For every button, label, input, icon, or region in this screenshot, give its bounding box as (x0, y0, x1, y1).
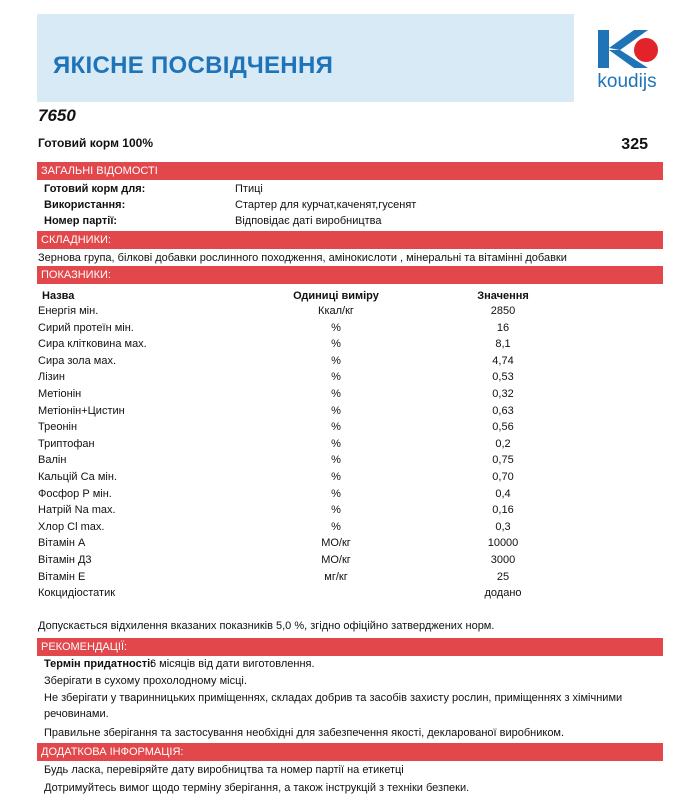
general-label: Номер партії: (44, 215, 118, 227)
indicator-value: 8,1 (495, 338, 511, 351)
indicator-name: Треонін (38, 421, 78, 434)
general-label: Готовий корм для: (44, 183, 146, 195)
indicator-value: 0,75 (492, 454, 514, 467)
column-header-unit: Одиниці виміру (293, 290, 379, 302)
indicator-name: Кокцидіостатик (38, 587, 116, 600)
general-value: Птиці (235, 183, 263, 195)
general-value: Стартер для курчат,каченят,гусенят (235, 199, 417, 211)
indicator-unit: % (331, 421, 341, 434)
indicator-name: Вітамін А (38, 537, 86, 550)
indicator-value: 0,53 (492, 371, 514, 384)
indicator-value: 0,3 (495, 520, 511, 533)
table-row (0, 504, 700, 520)
recommendation-line: речовинами. (44, 708, 109, 720)
koudijs-logo (582, 20, 672, 100)
indicator-name: Сира зола мах. (38, 354, 117, 367)
ingredients-text: Зернова група, білкові добавки рослинного походження, амінокислоти , мінеральні та вітамінні добавки (38, 252, 567, 264)
table-row (0, 454, 700, 470)
indicator-unit: % (331, 471, 341, 483)
table-row (0, 305, 700, 321)
indicator-unit: Ккал/кг (318, 305, 354, 317)
indicator-value: 0,63 (492, 404, 514, 417)
indicator-value: 16 (496, 321, 510, 334)
indicator-value: 4,74 (492, 354, 514, 367)
indicator-unit: мг/кг (324, 570, 348, 583)
section-general-heading: ЗАГАЛЬНІ ВІДОМОСТІ (37, 162, 663, 180)
indicator-name: Натрій Na max. (38, 504, 116, 517)
indicator-unit: % (331, 520, 341, 533)
indicator-value: 0,56 (492, 421, 514, 434)
section-recommendations-heading: РЕКОМЕНДАЦІЇ: (37, 638, 663, 656)
indicator-value: 2850 (490, 305, 516, 317)
table-row (0, 571, 700, 587)
recommendation-line: Зберігати в сухому прохолодному місці. (44, 675, 247, 687)
table-row (0, 471, 700, 487)
indicator-unit: % (331, 454, 341, 467)
indicator-value: 0,4 (495, 487, 511, 500)
indicator-name: Хлор Cl max. (38, 520, 105, 533)
recommendation-line: Правильне зберігання та застосування необхідні для забезпечення якості, декларованої виробником. (44, 727, 565, 739)
section-ingredients-heading: СКЛАДНИКИ: (37, 231, 663, 249)
indicator-name: Метіонін+Цистин (38, 404, 125, 417)
indicator-unit: % (331, 487, 341, 500)
additional-line: Будь ласка, перевіряйте дату виробництва та номер партії на етикетці (44, 764, 404, 776)
indicator-unit: % (331, 354, 341, 367)
table-row (0, 338, 700, 354)
tolerance-note: Допускається відхилення вказаних показників 5,0 %, згідно офіційно затверджених норм. (38, 620, 495, 632)
indicator-name: Вітамін Д3 (38, 554, 92, 566)
table-row (0, 355, 700, 371)
indicator-value: 0,2 (495, 437, 511, 450)
table-row (0, 488, 700, 504)
indicator-name: Фосфор Р мін. (38, 487, 112, 500)
indicator-unit: % (331, 437, 341, 450)
recommendation-line: Не зберігати у тваринницьких приміщеннях, складах добрив та засобів захисту рослин, приміщеннях з хімічними (44, 692, 623, 704)
indicator-unit: % (331, 321, 341, 334)
table-row (0, 537, 700, 553)
column-header-value: Значення (477, 290, 529, 302)
section-additional-heading: ДОДАТКОВА ІНФОРМАЦІЯ: (37, 743, 663, 761)
indicator-value: 0,16 (492, 504, 514, 517)
indicator-unit: % (331, 404, 341, 417)
table-row (0, 421, 700, 437)
indicator-value: 3000 (490, 554, 516, 566)
table-row (0, 554, 700, 570)
indicator-value: 10000 (487, 537, 519, 550)
shelf-life-label: Термін придатності: (44, 658, 154, 670)
indicator-name: Вітамін Е (38, 570, 86, 583)
section-indicators-heading: ПОКАЗНИКИ: (37, 266, 663, 284)
general-label: Використання: (44, 199, 126, 211)
indicator-name: Метіонін (38, 388, 82, 400)
indicator-value: додано (484, 587, 522, 600)
product-number: 325 (621, 136, 648, 153)
table-row (0, 405, 700, 421)
table-row (0, 322, 700, 338)
indicator-unit: % (331, 371, 341, 384)
shelf-life-value: 6 місяців від дати виготовлення. (150, 658, 315, 670)
additional-line: Дотримуйтесь вимог щодо терміну зберігання, а також інструкцій з техніки безпеки. (44, 782, 470, 794)
indicator-value: 0,32 (492, 388, 514, 400)
indicator-name: Сира клітковина мах. (38, 338, 147, 351)
logo-k-icon (582, 20, 672, 72)
indicator-value: 0,70 (492, 471, 514, 483)
product-code: 7650 (38, 106, 76, 125)
indicator-unit: % (331, 338, 341, 351)
indicator-name: Триптофан (38, 437, 95, 450)
header-band (37, 14, 574, 102)
indicator-unit: % (331, 504, 341, 517)
logo-wordmark: koudijs (597, 71, 657, 92)
column-header-name: Назва (42, 290, 75, 302)
indicator-value: 25 (496, 570, 510, 583)
table-row (0, 438, 700, 454)
indicator-name: Валін (38, 454, 67, 467)
table-row (0, 521, 700, 537)
product-name: Готовий корм 100% (38, 136, 154, 150)
indicator-name: Енергія мін. (38, 305, 99, 317)
indicator-name: Лізин (38, 371, 65, 384)
indicator-unit: МО/кг (321, 554, 351, 566)
general-value: Відповідає даті виробництва (235, 215, 382, 227)
indicator-name: Сирий протеїн мін. (38, 321, 134, 334)
indicator-name: Кальцій Са мін. (38, 471, 117, 483)
indicator-unit: % (331, 388, 341, 400)
table-row (0, 371, 700, 387)
document-title: ЯКІСНЕ ПОСВІДЧЕННЯ (53, 52, 334, 79)
indicator-unit: МО/кг (321, 537, 351, 550)
table-row (0, 587, 700, 603)
table-row (0, 388, 700, 404)
